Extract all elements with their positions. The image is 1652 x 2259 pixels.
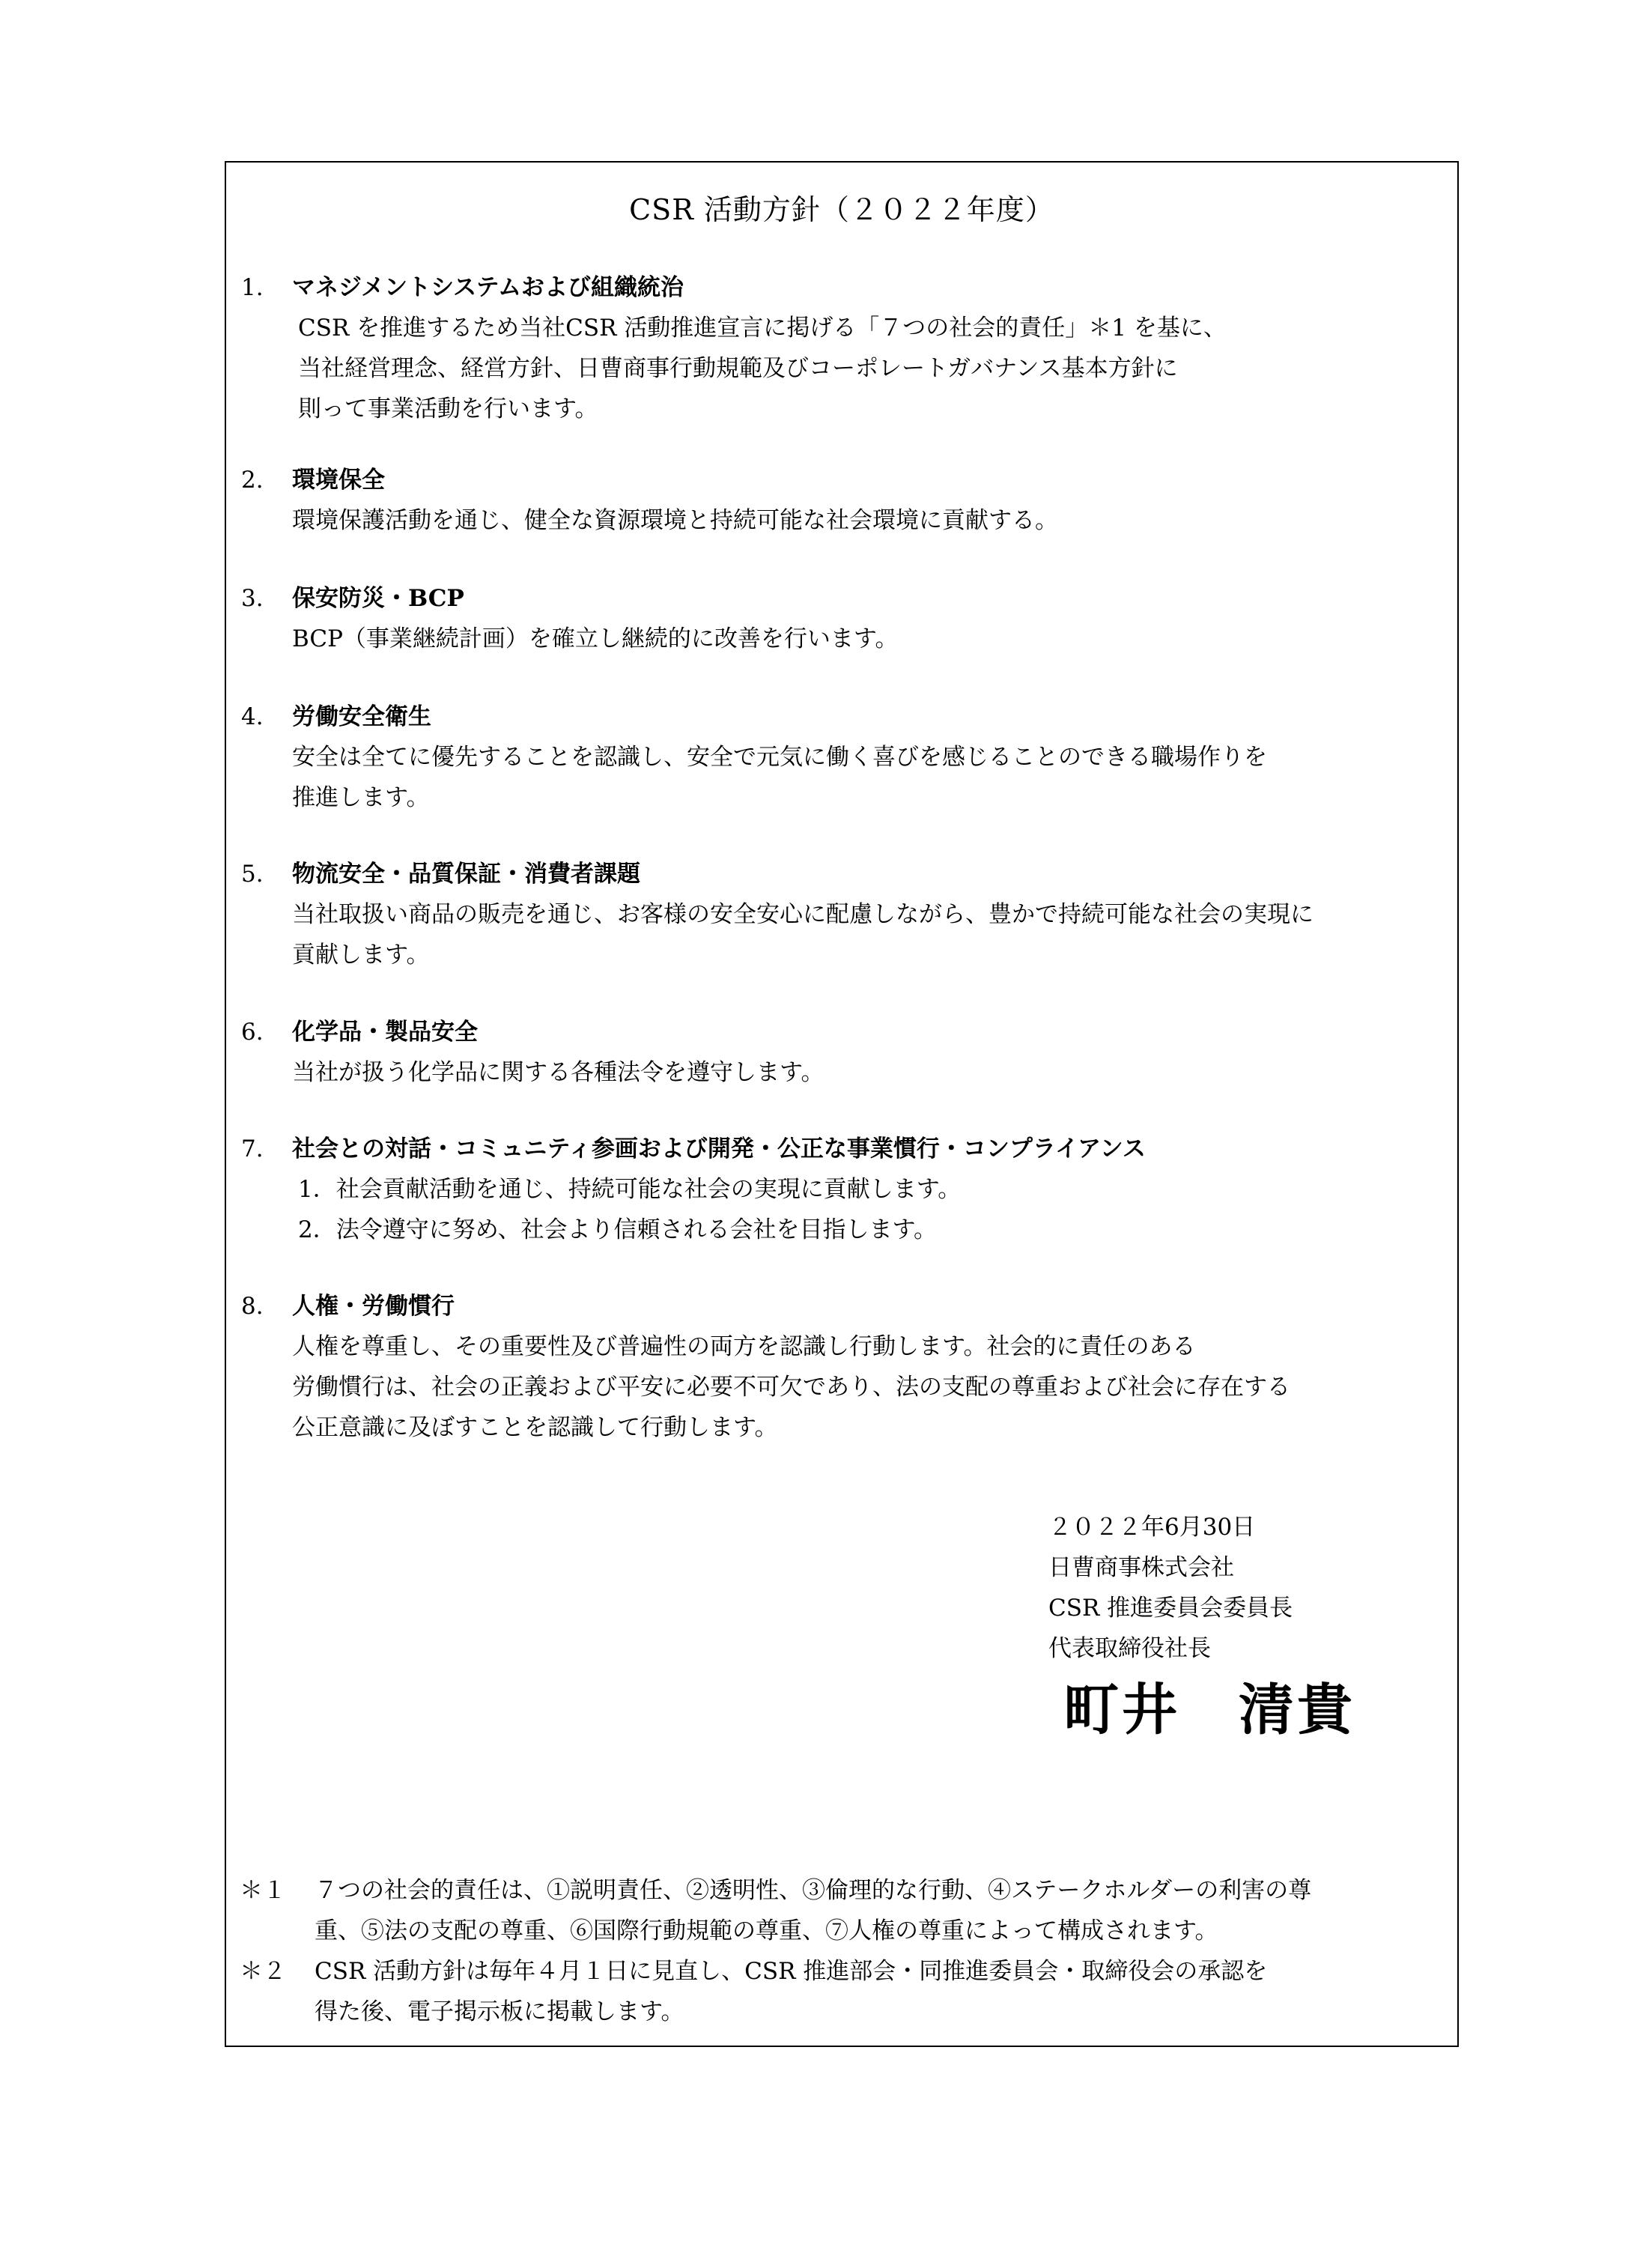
section-body-line: 推進します。 — [292, 784, 430, 811]
section-3 — [241, 578, 1439, 659]
section-number: 2. — [241, 467, 264, 494]
section-title: 労働安全衛生 — [292, 703, 431, 730]
section-title: 保安防災・BCP — [292, 585, 464, 612]
section-title: 物流安全・品質保証・消費者課題 — [292, 861, 640, 888]
footnote-line: 重、⑤法の支配の尊重、⑥国際行動規範の尊重、⑦人権の尊重によって構成されます。 — [315, 1917, 1218, 1944]
section-body-line: 公正意識に及ぼすことを認識して行動します。 — [292, 1414, 778, 1441]
section-title: 化学品・製品安全 — [292, 1019, 478, 1046]
section-body-line: CSR を推進するため当社CSR 活動推進宣言に掲げる「７つの社会的責任」＊1 を基に、 — [298, 315, 1227, 342]
section-body-line: 当社が扱う化学品に関する各種法令を遵守します。 — [292, 1059, 825, 1086]
section-number: 5. — [241, 861, 264, 888]
section-2 — [241, 460, 1439, 541]
section-body-line: 2．法令遵守に努め、社会より信頼される会社を目指します。 — [298, 1216, 938, 1243]
section-body-line: 労働慣行は、社会の正義および平安に必要不可欠であり、法の支配の尊重および社会に存在する — [292, 1374, 1290, 1401]
footnote-mark: ＊２ — [240, 1958, 286, 1985]
section-body-line: BCP（事業継続計画）を確立し継続的に改善を行います。 — [292, 625, 899, 652]
footnote-line — [240, 1951, 1445, 1992]
section-heading — [241, 578, 1439, 619]
section-body-line: 安全は全てに優先することを認識し、安全で元気に働く喜びを感じることのできる職場作りを — [292, 744, 1267, 771]
section-heading — [241, 854, 1439, 894]
section-title: マネジメントシステムおよび組織統治 — [292, 274, 684, 301]
footnote-line: 得た後、電子掲示板に掲載します。 — [315, 1998, 684, 2025]
footnote-mark: ＊１ — [240, 1877, 286, 1904]
signoff-role-president: 代表取締役社長 — [1048, 1635, 1211, 1662]
signoff-role-committee: CSR 推進委員会委員長 — [1048, 1595, 1293, 1622]
section-1 — [241, 267, 1439, 429]
section-body-line: 当社経営理念、経営方針、日曹商事行動規範及びコーポレートガバナンス基本方針に — [298, 355, 1178, 382]
section-heading — [241, 267, 1439, 308]
signoff-name: 町井 清貴 — [1063, 1678, 1355, 1742]
section-body-line: 当社取扱い商品の販売を通じ、お客様の安全安心に配慮しながら、豊かで持続可能な社会の実現に — [292, 901, 1314, 928]
footnotes — [240, 1870, 1445, 2032]
section-number: 6. — [241, 1019, 264, 1046]
signoff-date: ２０２２年6月30日 — [1048, 1514, 1256, 1541]
section-5 — [241, 854, 1439, 975]
section-number: 4. — [241, 703, 264, 730]
section-number: 7. — [241, 1135, 264, 1162]
section-number: 1. — [241, 274, 264, 301]
signoff-company: 日曹商事株式会社 — [1048, 1554, 1234, 1581]
section-7 — [241, 1129, 1439, 1250]
section-number: 3. — [241, 585, 264, 612]
section-heading — [241, 1129, 1439, 1169]
policy-document-frame — [225, 161, 1459, 2047]
section-8 — [241, 1286, 1439, 1448]
footnote-text: CSR 活動方針は毎年４月１日に見直し、CSR 推進部会・同推進委員会・取締役会の承認を — [315, 1958, 1268, 1985]
section-6 — [241, 1012, 1439, 1093]
section-title: 人権・労働慣行 — [292, 1293, 455, 1320]
section-heading — [241, 460, 1439, 500]
footnote-text: ７つの社会的責任は、①説明責任、②透明性、③倫理的な行動、④ステークホルダーの利害の尊 — [315, 1877, 1312, 1904]
document-title: CSR 活動方針（２０２２年度） — [629, 193, 1054, 226]
section-body-line: 則って事業活動を行います。 — [298, 395, 598, 422]
section-heading — [241, 1286, 1439, 1326]
section-heading — [241, 1012, 1439, 1052]
section-body-line: 人権を尊重し、その重要性及び普遍性の両方を認識し行動します。社会的に責任のある — [292, 1333, 1196, 1360]
section-title: 社会との対話・コミュニティ参画および開発・公正な事業慣行・コンプライアンス — [292, 1135, 1146, 1162]
section-title: 環境保全 — [292, 467, 385, 494]
section-number: 8. — [241, 1293, 264, 1320]
section-body-line: 1．社会貢献活動を通じ、持続可能な社会の実現に貢献します。 — [298, 1176, 962, 1203]
section-body-line: 環境保護活動を通じ、健全な資源環境と持続可能な社会環境に貢献する。 — [292, 507, 1058, 534]
footnote-line — [240, 1870, 1445, 1911]
section-body-line: 貢献します。 — [292, 941, 430, 968]
section-4 — [241, 697, 1439, 818]
section-heading — [241, 697, 1439, 737]
signoff-block — [1048, 1507, 1438, 1751]
